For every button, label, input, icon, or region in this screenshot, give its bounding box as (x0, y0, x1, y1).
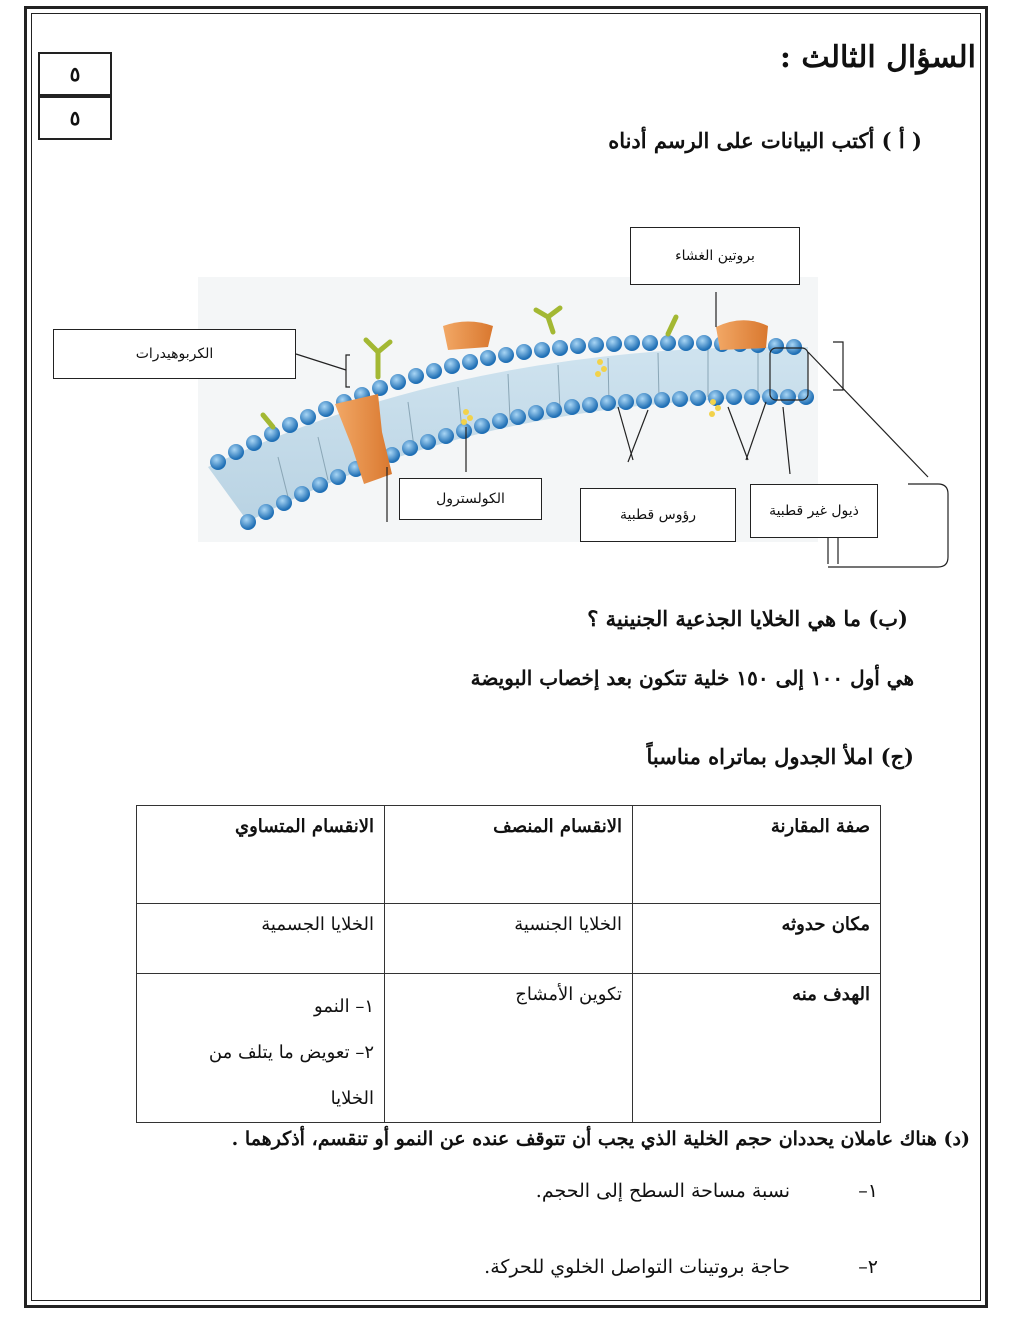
part-b-question: (ب) ما هي الخلايا الجذعية الجنينية ؟ (587, 606, 908, 631)
score-box-total: ٥ (38, 52, 112, 96)
part-d-answer-1-text: نسبة مساحة السطح إلى الحجم. (535, 1180, 790, 1202)
score-box-earned: ٥ (38, 96, 112, 140)
cell-meiosis-location: الخلايا الجنسية (385, 904, 633, 974)
cell-mitosis-location: الخلايا الجسمية (137, 904, 385, 974)
row-label-location: مكان حدوثه (633, 904, 881, 974)
comparison-table (136, 805, 881, 1123)
header-comparison-attribute: صفة المقارنة (633, 806, 881, 904)
question-title: السؤال الثالث : (779, 40, 976, 75)
cell-mitosis-purpose (137, 974, 385, 1123)
part-d-answer-2-num: ٢– (858, 1256, 878, 1278)
part-c-prompt: (ج) املأ الجدول بماتراه مناسباً (646, 744, 914, 769)
table-row (137, 974, 881, 1123)
label-membrane-protein: بروتين الغشاء (630, 227, 800, 285)
table-row (137, 904, 881, 974)
label-cholesterol: الكولسترول (399, 478, 542, 520)
part-b-answer: هي أول ١٠٠ إلى ١٥٠ خلية تتكون بعد إخصاب البويضة (470, 666, 914, 690)
part-d-question: (د) هناك عاملان يحددان حجم الخلية الذي يجب أن تتوقف عنده عن النمو أو تنقسم، أذكرهما . (231, 1128, 970, 1150)
label-polar-heads: رؤوس قطبية (580, 488, 736, 542)
header-mitosis: الانقسام المتساوي (137, 806, 385, 904)
table-header-row (137, 806, 881, 904)
part-d-answer-1-num: ١– (858, 1180, 878, 1202)
mitosis-purpose-line: ٢– تعويض ما يتلف من (208, 1042, 374, 1063)
row-label-purpose: الهدف منه (633, 974, 881, 1123)
mitosis-purpose-line: ١– النمو (313, 996, 374, 1017)
label-carbohydrates: الكربوهيدرات (53, 329, 296, 379)
cell-meiosis-purpose: تكوين الأمشاج (385, 974, 633, 1123)
label-nonpolar-tails: ذيول غير قطبية (750, 484, 878, 538)
mitosis-purpose-line: الخلايا (330, 1088, 374, 1109)
cell-membrane-diagram (48, 222, 960, 582)
part-a-prompt: ( أ ) أكتب البيانات على الرسم أدناه (608, 128, 922, 153)
part-d-answer-2-text: حاجة بروتينات التواصل الخلوي للحركة. (484, 1256, 790, 1278)
header-meiosis: الانقسام المنصف (385, 806, 633, 904)
